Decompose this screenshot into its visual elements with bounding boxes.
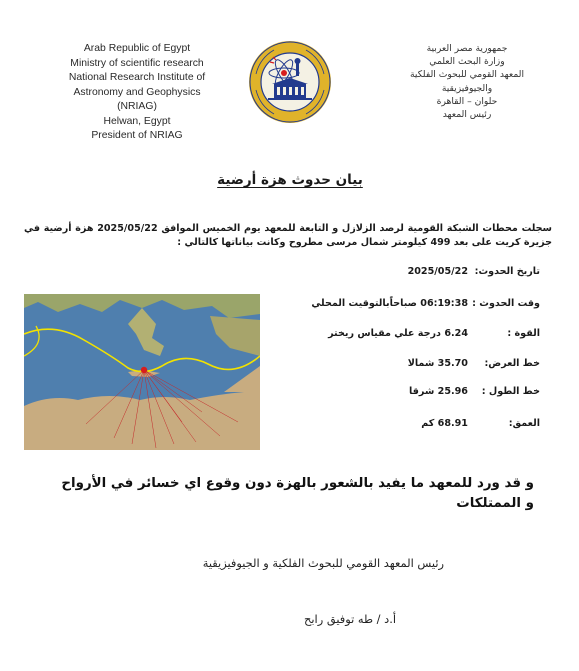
- english-header-line: (NRIAG): [117, 101, 157, 112]
- english-header-line: Astronomy and Geophysics: [73, 86, 201, 98]
- detail-label: القوة :: [507, 328, 540, 339]
- arabic-header-line: وزارة البحث العلمي: [429, 56, 505, 68]
- intro-paragraph: سجلت محطات الشبكة القومية لرصد الزلازل و التابعة للمعهد يوم الخميس الموافق 2025/05/22 هزة أرضية في جزيرة كريت على بعد 499 كيلومتر شمال مرسى مطروح وكانت بياناتها كالتالي :: [24, 223, 552, 248]
- detail-label: العمق:: [508, 418, 540, 429]
- english-header-line: Ministry of scientific research: [70, 57, 204, 69]
- detail-value: 2025/05/22: [407, 266, 468, 277]
- english-header-line: President of NRIAG: [91, 130, 183, 141]
- arabic-header-line: جمهورية مصر العربية: [426, 43, 508, 54]
- nriag-seal-icon: [248, 40, 332, 124]
- arabic-header-line: المعهد القومي للبحوث الفلكية: [410, 69, 524, 81]
- detail-value: 35.70 شمالا: [407, 358, 468, 369]
- detail-value: 25.96 شرقا: [409, 386, 468, 397]
- detail-label: تاريخ الحدوث:: [474, 266, 540, 277]
- epicenter-map: [24, 294, 260, 450]
- detail-value: 6.24 درجة علي مقياس ريختر: [328, 328, 468, 339]
- document-title: بيان حدوث هزة أرضية: [217, 172, 363, 188]
- detail-value: 68.91 كم: [421, 418, 468, 429]
- signatory-name: أ.د / طه توفيق رابح: [304, 612, 396, 626]
- arabic-header-line: والجيوفيزيقية: [441, 82, 493, 94]
- detail-label: خط الطول :: [481, 386, 540, 397]
- english-header-line: Helwan, Egypt: [103, 115, 171, 127]
- arabic-header-line: رئيس المعهد: [442, 109, 492, 121]
- english-header-line: National Research Institute of: [68, 72, 206, 83]
- detail-value: 06:19:38 صباحاًبالتوقيت المحلي: [311, 298, 468, 309]
- arabic-header-line: حلوان – القاهرة: [436, 95, 498, 107]
- english-header: [52, 42, 222, 144]
- detail-label: وقت الحدوث :: [472, 298, 540, 309]
- english-header-line: Arab Republic of Egypt: [83, 43, 191, 54]
- arabic-header: [392, 42, 542, 121]
- conclusion-statement: و قد ورد للمعهد ما يفيد بالشعور بالهزة دون وقوع اي خسائر في الأرواح و الممتلكات: [61, 476, 534, 511]
- detail-label: خط العرض:: [484, 358, 540, 369]
- signatory-office: رئيس المعهد القومي للبحوث الفلكية و الجيوفيزيقية: [202, 556, 444, 570]
